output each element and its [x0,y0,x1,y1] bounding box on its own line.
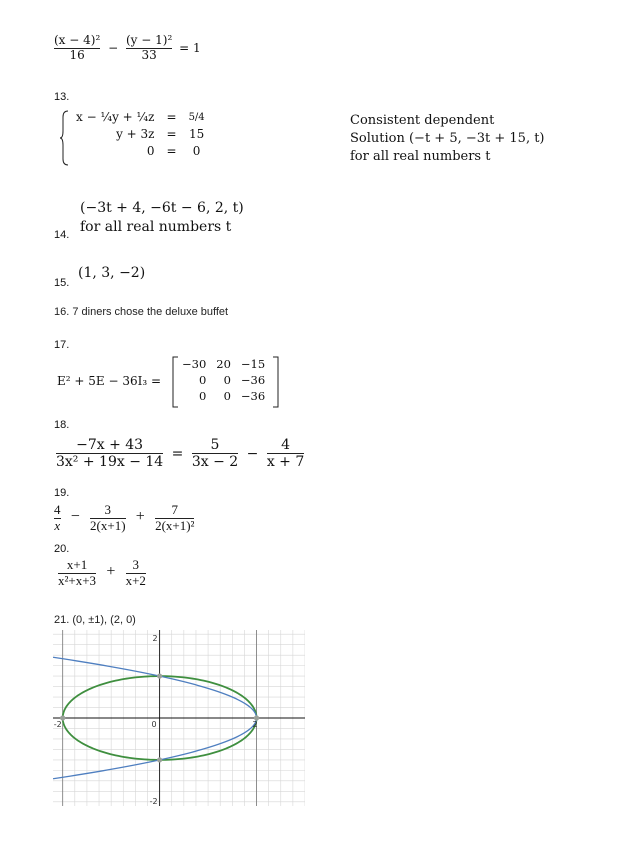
denominator: 16 [54,48,100,63]
system-eq: = [166,110,177,124]
answer-line: for all real numbers t [80,219,232,235]
operator: − [108,40,119,55]
tick-label: 2 [252,720,258,729]
tick-label: -2 [149,796,158,806]
fraction [267,437,304,470]
intersection-point [157,673,162,678]
numerator: 5 [210,437,220,453]
intersection-point [157,757,162,762]
fraction [126,558,146,589]
fraction [90,503,126,534]
problem-16-text: 16. 7 diners chose the deluxe buffet [54,306,229,318]
denominator: 2(x+1) [90,517,126,533]
problem-19-expression [54,503,194,534]
numerator: 7 [171,502,178,517]
problem-14-answer [80,199,244,237]
denominator: x + 7 [266,454,305,471]
answer-line: (−3t + 4, −6t − 6, 2, t) [80,200,244,216]
tick-label: 0 [151,720,157,729]
fraction [58,558,96,589]
matrix-cell: 0 [198,389,207,403]
matrix-cell: −30 [182,357,207,371]
system-rhs: 15 [188,127,205,141]
system-rhs: 0 [192,144,201,158]
operator: + [106,563,116,581]
denominator: 3x² + 19x − 14 [56,454,164,471]
fraction [126,34,172,63]
operator: − [70,508,80,526]
tick-label: -2 [53,720,62,729]
problem-13-solution [350,112,545,166]
denominator: 2(x+1)² [155,517,195,533]
system-row [70,143,211,160]
matrix-cell: −36 [240,389,266,403]
operator: = [171,445,184,462]
numerator: 3 [104,502,112,517]
numerator: 4 [281,437,290,453]
matrix-cell: 0 [223,389,231,403]
matrix-cell: 0 [198,373,207,387]
fraction [54,503,61,534]
matrix-cell: 20 [216,357,231,371]
tick-label: 2 [152,634,158,644]
right-bracket-icon [272,356,279,408]
fraction [192,437,238,470]
fraction [155,503,194,534]
solution-line: Solution (−t + 5, −3t + 15, t) [350,131,545,146]
matrix-cell: −15 [240,357,266,371]
problem-18-equation [56,437,304,470]
operator: + [135,508,145,526]
problem-14-label: 14. [54,229,70,241]
denominator: x²+x+3 [58,572,97,588]
problem-15-answer: (1, 3, −2) [78,265,146,281]
solution-line: Consistent dependent [350,113,495,128]
system-lhs: y + 3z [116,127,155,141]
denominator: 33 [126,48,172,63]
matrix-row [177,356,270,372]
matrix-cell: −36 [240,373,266,387]
rhs: = 1 [179,40,201,55]
system-eq: = [166,144,177,158]
left-brace-icon [60,109,70,167]
solution-line: for all real numbers t [350,149,491,164]
system-lhs: x − ¼y + ¼z [76,110,155,124]
problem-17-label: 17. [54,339,70,351]
numerator: 4 [54,502,61,517]
denominator: x [54,517,61,533]
problem-18-label: 18. [54,419,70,431]
matrix-row [177,372,270,388]
problem-19-label: 19. [54,487,70,499]
problem-20-expression [58,558,146,589]
denominator: 3x − 2 [191,454,239,471]
problem-15-label: 15. [54,277,70,289]
numerator: (y − 1)² [125,33,173,47]
problem-13-label: 13. [54,91,70,103]
system-lhs: 0 [146,144,155,158]
problem-12-equation [54,34,201,63]
fraction [56,437,163,470]
system-eq: = [166,127,177,141]
operator: − [246,445,259,462]
system-rhs: 5/4 [188,112,205,123]
system-row [70,126,211,143]
problem-20-label: 20. [54,543,70,555]
numerator: x+1 [66,557,88,572]
problem-17-lhs: E² + 5E − 36I₃ = [57,374,162,388]
fraction [54,34,100,63]
numerator: 3 [132,557,140,572]
numerator: −7x + 43 [76,437,144,453]
problem-21-graph [53,630,305,806]
problem-21-label: 21. (0, ±1), (2, 0) [54,614,136,626]
denominator: x+2 [125,572,146,588]
system-row [70,109,211,126]
numerator: (x − 4)² [54,33,101,47]
matrix-row [177,388,270,404]
matrix-cell: 0 [223,373,231,387]
